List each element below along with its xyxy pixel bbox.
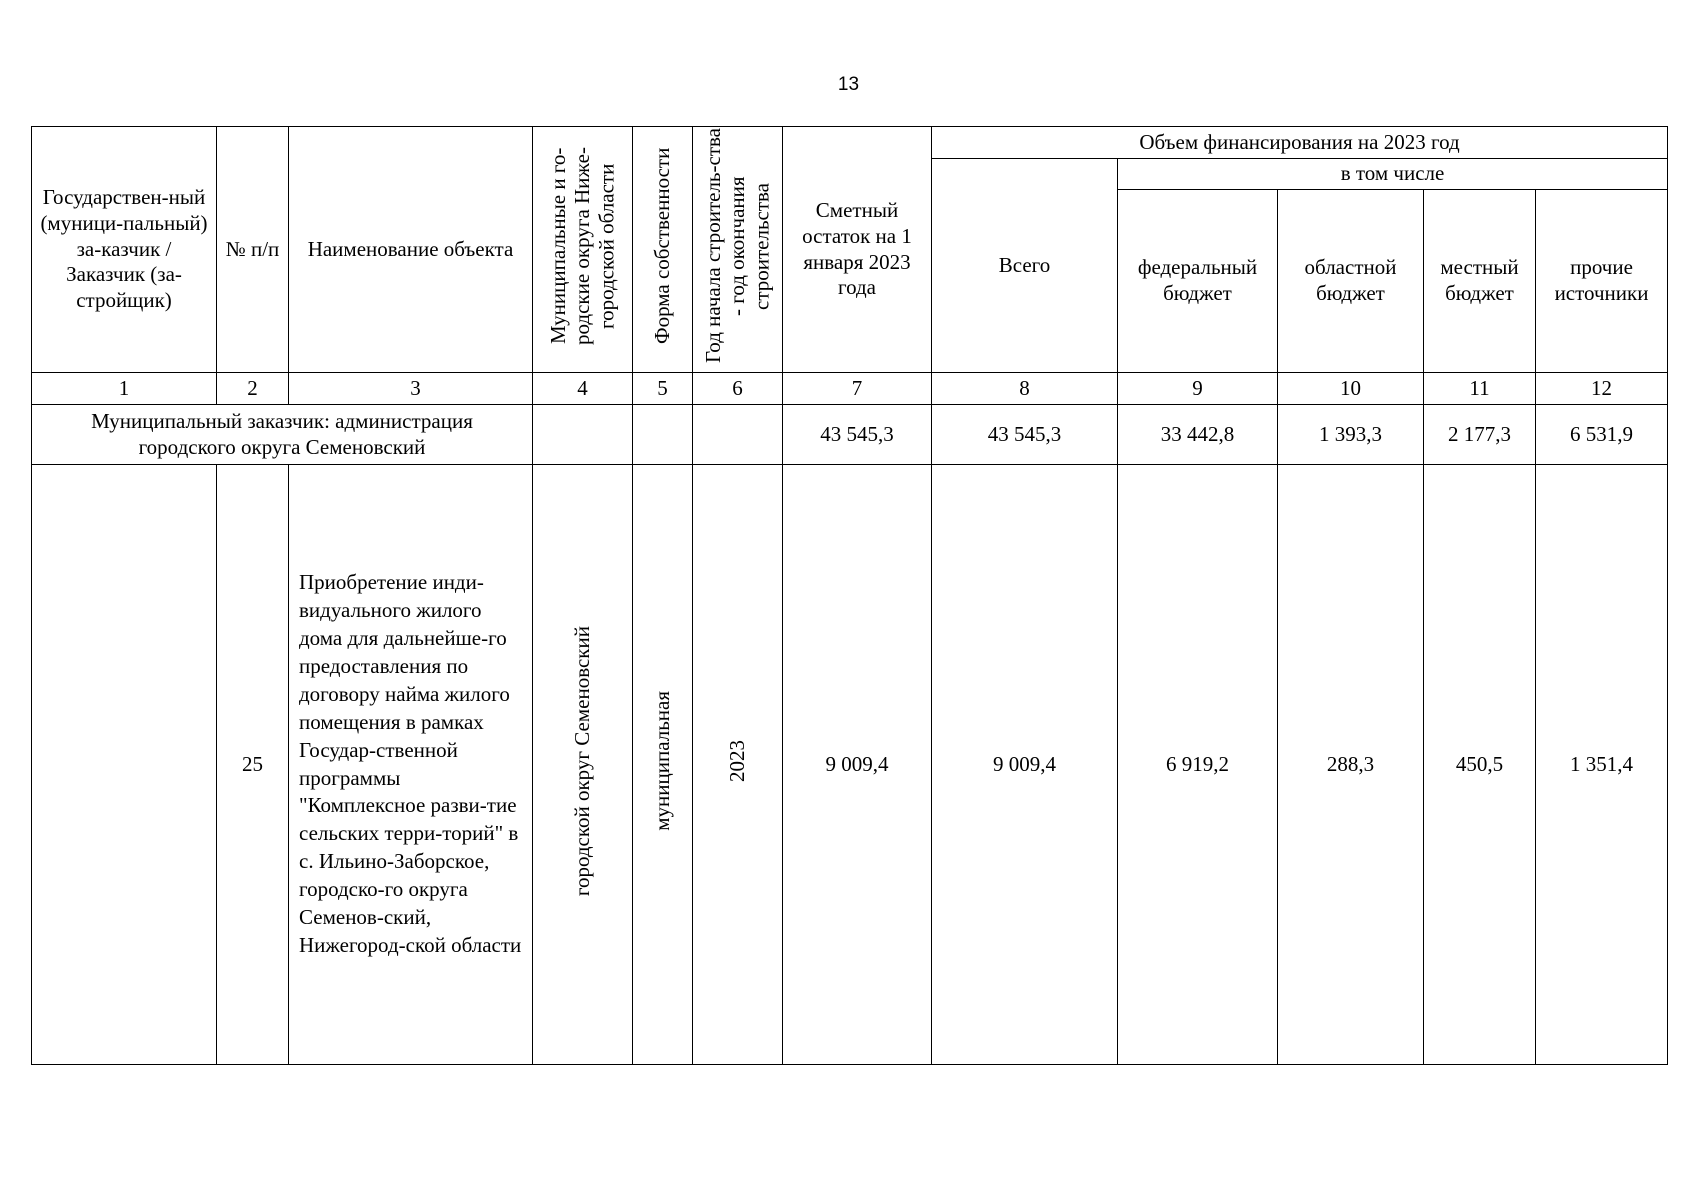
header-ownership: Форма собственности <box>633 127 693 373</box>
page-number: 13 <box>837 74 860 95</box>
header-estimate-balance: Сметный остаток на 1 января 2023 года <box>783 127 932 373</box>
summary-row <box>32 405 1668 465</box>
summary-total: 43 545,3 <box>932 405 1118 465</box>
header-customer: Государствен-ный (муници-пальный) за-казчик / Заказчик (за-стройщик) <box>32 127 217 373</box>
row-federal: 6 919,2 <box>1118 465 1278 1065</box>
column-number: 3 <box>289 373 533 405</box>
row-customer <box>32 465 217 1065</box>
row-local: 450,5 <box>1424 465 1536 1065</box>
column-number: 6 <box>693 373 783 405</box>
row-other: 1 351,4 <box>1536 465 1668 1065</box>
column-number: 10 <box>1278 373 1424 405</box>
summary-other: 6 531,9 <box>1536 405 1668 465</box>
row-ownership: муниципальная <box>633 465 693 1065</box>
column-number: 12 <box>1536 373 1668 405</box>
header-federal: федеральный бюджет <box>1118 190 1278 373</box>
row-object-name: Приобретение инди-видуального жилого дома для дальнейше-го предоставления по договору найма жилого помещения в рамках Государ-ственной программы "Комплексное разви-тие сельских терри-торий" в с. Ильино-Заборское, городско-го округа Семенов-ский, Нижегород-ской области <box>289 465 533 1065</box>
header-including: в том числе <box>1118 159 1668 190</box>
column-number: 2 <box>217 373 289 405</box>
row-regional: 288,3 <box>1278 465 1424 1065</box>
construction-funding-table <box>31 126 1668 1065</box>
header-local: местный бюджет <box>1424 190 1536 373</box>
header-municipality: Муниципальные и го-родские округа Ниже-городской области <box>533 127 633 373</box>
column-number: 11 <box>1424 373 1536 405</box>
summary-label: Муниципальный заказчик: администрация городского округа Семеновский <box>32 405 533 465</box>
summary-regional: 1 393,3 <box>1278 405 1424 465</box>
column-number-row <box>32 373 1668 405</box>
header-years: Год начала строитель-ства - год окончания строительства <box>693 127 783 373</box>
column-number: 7 <box>783 373 932 405</box>
header-regional: областной бюджет <box>1278 190 1424 373</box>
row-number: 25 <box>217 465 289 1065</box>
row-years: 2023 <box>693 465 783 1065</box>
header-number: № п/п <box>217 127 289 373</box>
summary-federal: 33 442,8 <box>1118 405 1278 465</box>
header-total: Всего <box>932 159 1118 373</box>
column-number: 9 <box>1118 373 1278 405</box>
summary-municipality <box>533 405 633 465</box>
summary-local: 2 177,3 <box>1424 405 1536 465</box>
row-municipality: городской округ Семеновский <box>533 465 633 1065</box>
summary-ownership <box>633 405 693 465</box>
header-object-name: Наименование объекта <box>289 127 533 373</box>
summary-estimate-balance: 43 545,3 <box>783 405 932 465</box>
header-funding-group: Объем финансирования на 2023 год <box>932 127 1668 159</box>
row-estimate-balance: 9 009,4 <box>783 465 932 1065</box>
column-number: 1 <box>32 373 217 405</box>
column-number: 5 <box>633 373 693 405</box>
header-other: прочие источники <box>1536 190 1668 373</box>
row-total: 9 009,4 <box>932 465 1118 1065</box>
table-row <box>32 465 1668 1065</box>
summary-years <box>693 405 783 465</box>
column-number: 4 <box>533 373 633 405</box>
column-number: 8 <box>932 373 1118 405</box>
header-row-top <box>32 127 1668 159</box>
